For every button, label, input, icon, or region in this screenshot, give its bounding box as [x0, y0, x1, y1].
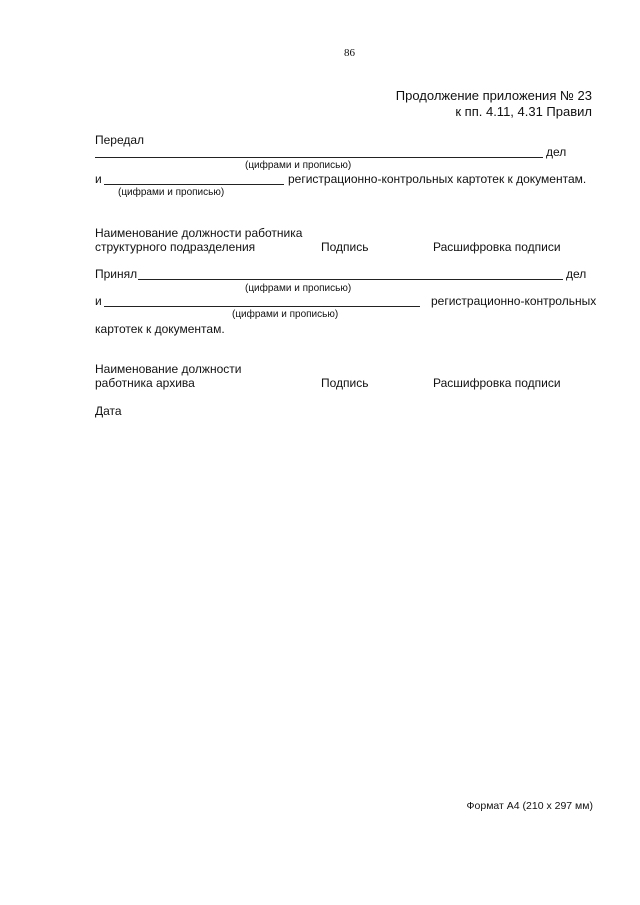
archive-position-line1: Наименование должности — [95, 362, 242, 376]
transferred-cards-hint: (цифрами и прописью) — [118, 187, 225, 198]
received-cases-blank — [138, 279, 563, 280]
received-cards-hint: (цифрами и прописью) — [232, 309, 339, 320]
archive-signature-label: Подпись — [321, 376, 369, 390]
paper-format-note: Формат А4 (210 х 297 мм) — [466, 800, 593, 812]
page-number: 86 — [344, 47, 355, 59]
received-and-word: и — [95, 294, 102, 308]
transferred-cards-blank — [104, 184, 284, 185]
transferred-cards-text: регистрационно-контрольных картотек к документам. — [288, 172, 587, 186]
received-cards-blank — [104, 306, 420, 307]
transferred-label: Передал — [95, 133, 145, 147]
position-title-line2: структурного подразделения — [95, 240, 256, 254]
transferred-cases-blank — [95, 157, 543, 158]
archive-position-line2: работника архива — [95, 376, 195, 390]
received-continuation: картотек к документам. — [95, 322, 225, 336]
transferred-and-word: и — [95, 172, 102, 186]
transferred-cases-hint: (цифрами и прописью) — [245, 160, 352, 171]
received-cards-text: регистрационно-контрольных — [431, 294, 597, 308]
signature-decoding-label: Расшифровка подписи — [433, 240, 561, 254]
transferred-cases-word: дел — [546, 145, 567, 159]
received-label: Принял — [95, 267, 138, 281]
signature-label: Подпись — [321, 240, 369, 254]
received-cases-hint: (цифрами и прописью) — [245, 283, 352, 294]
position-title-line1: Наименование должности работника — [95, 226, 303, 240]
received-cases-word: дел — [566, 267, 587, 281]
archive-signature-decoding-label: Расшифровка подписи — [433, 376, 561, 390]
header-continuation: Продолжение приложения № 23 — [395, 88, 592, 103]
header-rules-reference: к пп. 4.11, 4.31 Правил — [455, 104, 592, 119]
date-label: Дата — [95, 404, 122, 418]
